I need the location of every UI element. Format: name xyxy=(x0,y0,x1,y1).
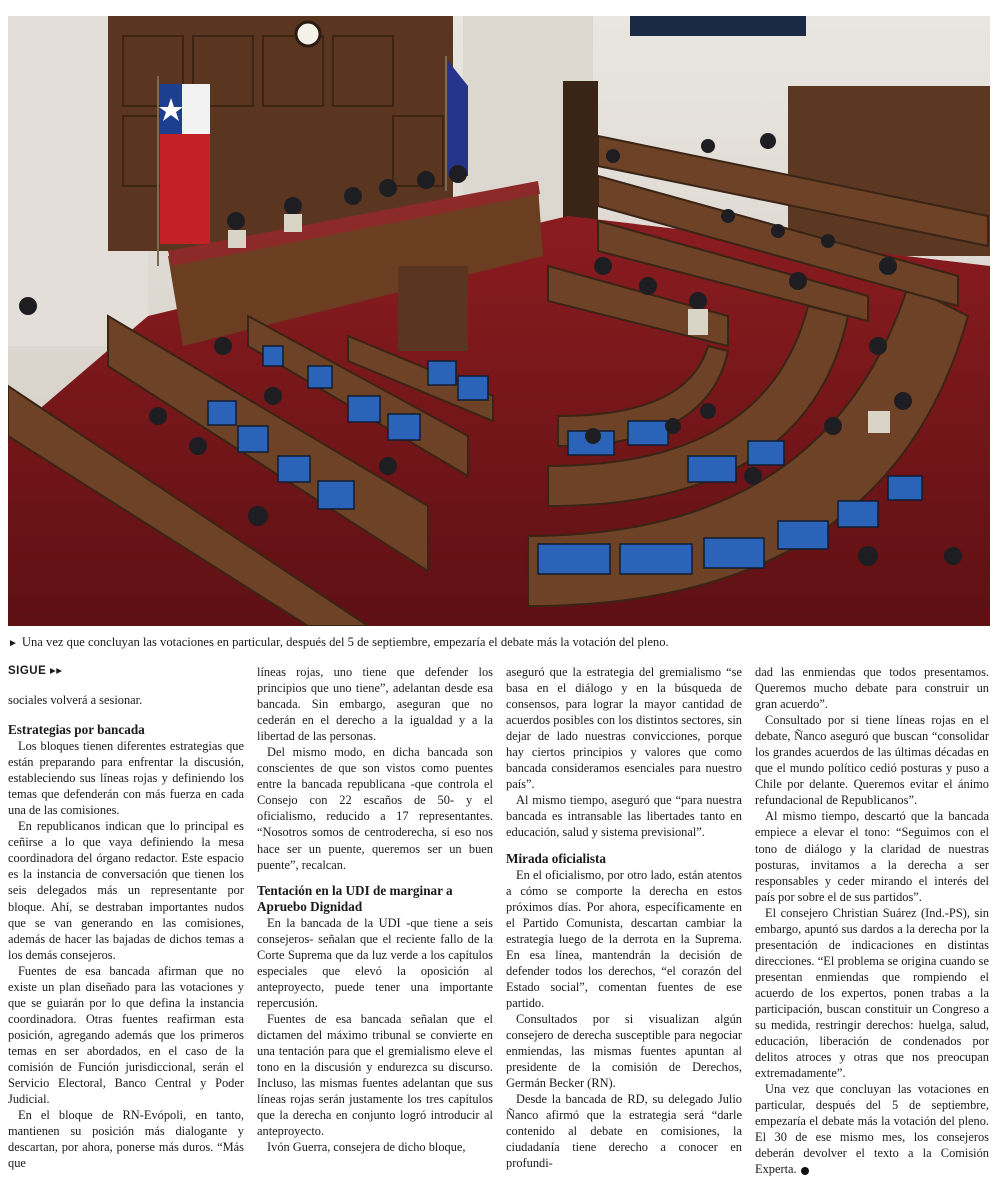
subheading: Mirada oficialista xyxy=(506,850,606,866)
paragraph: Ivón Guerra, consejera de dicho bloque, xyxy=(267,1140,466,1155)
paragraph: Consultados por si visualizan algún consejero de derecha susceptible para negociar enmiendas, las mismas fuentes apuntan al presidente de la comisión de Derechos, Germán Becker (RN). xyxy=(506,1011,742,1091)
paragraph-final: Una vez que concluyan las votaciones en particular, después del 5 de septiembre, empezaría el debate más la votación del pleno. El 30 de ese mismo mes, los consejeros deberán devolver el texto a la Comisión Experta. xyxy=(755,1082,989,1177)
paragraph: dad las enmiendas que todos presentamos. Queremos mucho debate para construir un gran acuerdo”. xyxy=(755,665,989,712)
caption-arrow-icon: ► xyxy=(8,638,18,649)
column-4 xyxy=(755,664,989,1178)
paragraph: En la bancada de la UDI -que tiene a seis consejeros- señalan que el reciente fallo de la Corte Suprema que da luz verde a los capítulos especiales que elevó la oposición al anteproyecto, puede tener una importante repercusión. xyxy=(257,915,493,1010)
paragraph: En el bloque de RN-Evópoli, en tanto, mantienen su posición más dialogante y descartan, por ahora, ponerse más duros. “Más que xyxy=(8,1108,244,1171)
paragraph: aseguró que la estrategia del gremialismo “se basa en el diálogo y en la búsqueda de consensos, para lograr la mayor cantidad de acuerdos posibles con los distintos sectores, sin dejar de lado nuestras convicciones, porque hay ciertos principios y valores que como bancada consideramos esenciales para nuestro país”. xyxy=(506,665,742,792)
paragraph: En el oficialismo, por otro lado, están atentos a cómo se comporte la derecha en estos próximos días. Por ahora, específicamente en el Partido Comunista, descartan cambiar la estrategia luego de la derrota en la Suprema. En esa línea, mantendrán la decisión de defender todos los derechos, “el corazón del Estado social”, comentan fuentes de ese partido. xyxy=(506,867,742,1010)
photo-caption: ► Una vez que concluyan las votaciones en particular, después del 5 de septiembre, empezaría el debate más la votación del pleno. xyxy=(8,635,669,649)
subheading: Tentación en la UDI de marginar a Apruebo Dignidad xyxy=(257,882,453,914)
paragraph: Los bloques tienen diferentes estrategias que están preparando para enfrentar la discusión, estableciendo sus líneas rojas y definiendo los temas que defenderán con más fuerza en cada una de las comisiones. xyxy=(8,739,244,818)
paragraph: Del mismo modo, en dicha bancada son conscientes de que son vistos como puentes entre la bancada republicana -que controla el Consejo con 22 escaños de 50- y el oficialismo, reducido a 17 representantes. “Nosotros somos de centroderecha, si eso nos hace ser un puente, queremos ser un buen puente”, recalcan. xyxy=(257,745,493,872)
paragraph: En republicanos indican que lo principal es ceñirse a lo que vaya definiendo la mesa coordinadora del órgano redactor. Este espacio es la instancia de conversación que tienen los seis delegados más un representante por bloque. Ahí, se destraban importantes nudos que se van generando en las comisiones, además de hacer las bajadas de dichos temas a los demás consejeros. xyxy=(8,819,244,962)
end-mark-icon xyxy=(801,1167,809,1175)
subheading: Estrategias por bancada xyxy=(8,722,145,738)
paragraph: Al mismo tiempo, descartó que la bancada empiece a elevar el tono: “Seguimos con el tono de diálogo y la claridad de nuestras posturas, invitamos a la derecha a ser responsables y ceder mirando el interés del país por sobre el de sus partidos”. xyxy=(755,809,989,904)
paragraph: Consultado por si tiene líneas rojas en el debate, Ñanco aseguró que buscan “consolidar los grandes acuerdos de las últimas décadas en que el mundo político cedió posturas y puso a Chile por delante. Queremos evitar el ánimo refundacional de Republicanos”. xyxy=(755,713,989,808)
paragraph: El consejero Christian Suárez (Ind.-PS), sin embargo, apuntó sus dardos a la derecha por la presentación de indicaciones en distintas direcciones. “El problema se origina cuando se presentan enmiendas que rompiendo el acuerdo de los expertos, ponen trabas a la participación, buscan constituir un Congreso a su medida, restringir derechos: huelga, salud, educación, liberación de condenados por delitos atroces y otras que nos preocupan extremadamente”. xyxy=(755,905,989,1081)
paragraph: Fuentes de esa bancada señalan que el dictamen del máximo tribunal se convierte en una tentación para que el gremialismo eleve el tono en la discusión y endurezca su discurso. Incluso, las mismas fuentes adelantan que sus líneas rojas serán justamente los tres capítulos que la derecha en conjunto logró introducir al anteproyecto. xyxy=(257,1011,493,1139)
paragraph: líneas rojas, uno tiene que defender los principios que uno tiene”, adelantan desde esa bancada. Sin embargo, aseguran que no cederán en el derecho a la igualdad y a la libertad de las personas. xyxy=(257,665,493,744)
paragraph: Al mismo tiempo, aseguró que “para nuestra bancada es intransable las libertades tanto en educación, salud y sistema previsional”. xyxy=(506,793,742,840)
paragraph: Desde la bancada de RD, su delegado Julio Ñanco afirmó que la estrategia será “darle contenido al debate en comisiones, la ciudadanía tiene derecho a conocer en profundi- xyxy=(506,1092,742,1171)
column-2 xyxy=(257,664,493,1155)
chamber-photo xyxy=(8,16,990,626)
paragraph: Fuentes de esa bancada afirman que no existe un plan diseñado para las votaciones y que se guiarán por lo que defina la instancia coordinadora. Otras fuentes reafirman esta posición, agregando además que los primeros temas en ser abordados, en el caso de la comisión de Función jurisdiccional, serán el Servicio Electoral, Banco Central y Poder Judicial. xyxy=(8,963,244,1107)
column-1 xyxy=(8,664,244,1171)
paragraph: sociales volverá a sesionar. xyxy=(8,693,143,707)
sigue-label: SIGUE ▸▸ xyxy=(8,665,63,677)
column-3 xyxy=(506,664,742,1171)
